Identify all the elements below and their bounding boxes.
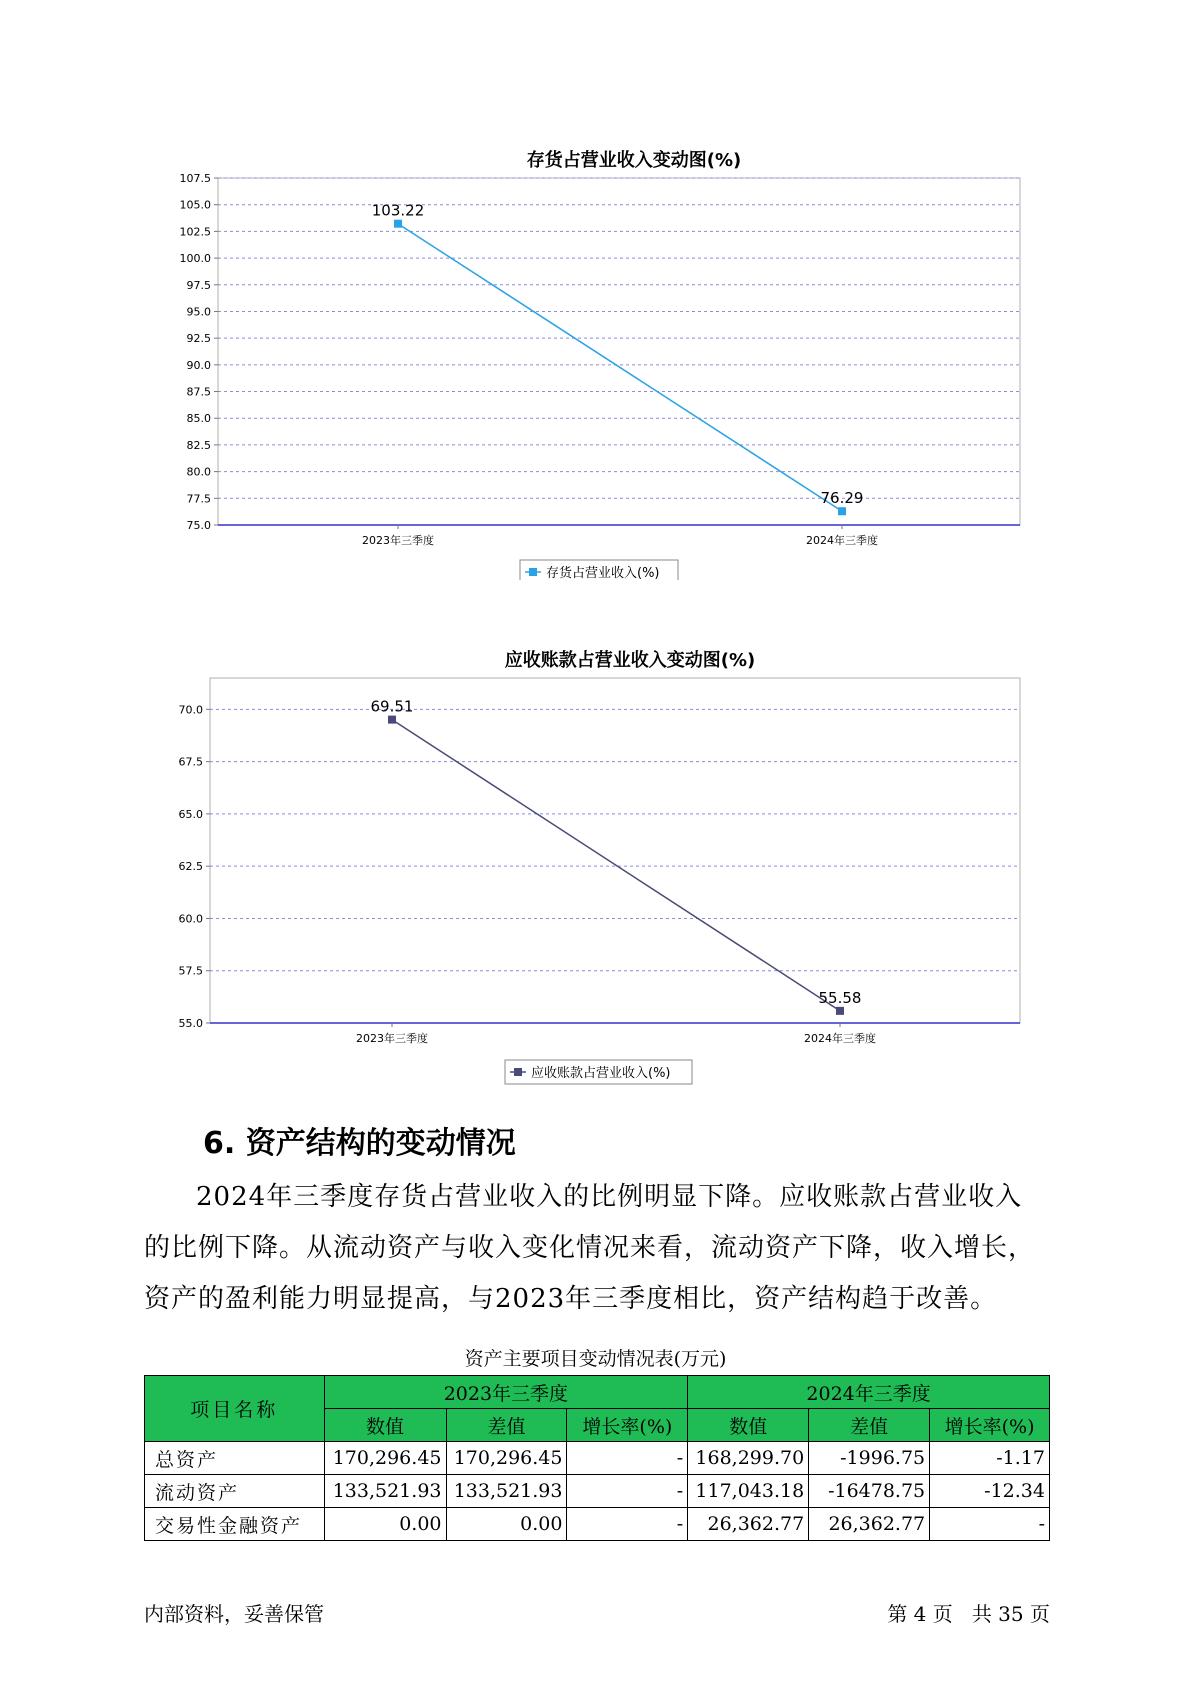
- cell: -: [930, 1508, 1050, 1541]
- x-tick-label: 2024年三季度: [806, 534, 878, 547]
- cell: 117,043.18: [688, 1475, 809, 1508]
- cell: 170,296.45: [446, 1442, 567, 1475]
- cell: -: [567, 1442, 688, 1475]
- cell: -: [567, 1475, 688, 1508]
- y-tick-label: 102.5: [179, 225, 211, 239]
- cell: -12.34: [930, 1475, 1050, 1508]
- subheader-value: 数值: [688, 1409, 809, 1442]
- cell: -: [567, 1508, 688, 1541]
- cell: 170,296.45: [324, 1442, 446, 1475]
- chart-title: 存货占营业收入变动图(%): [526, 150, 742, 171]
- legend-label: 存货占营业收入(%): [546, 566, 660, 580]
- table-header-row: [145, 1376, 1050, 1409]
- footer-confidential: 内部资料，妥善保管: [144, 1602, 324, 1626]
- paragraph-line: 的比例下降。从流动资产与收入变化情况来看，流动资产下降，收入增长，: [144, 1233, 1036, 1263]
- cell: 0.00: [446, 1508, 567, 1541]
- legend-label: 应收账款占营业收入(%): [531, 1066, 671, 1081]
- cell: 133,521.93: [324, 1475, 446, 1508]
- y-tick-label: 107.5: [179, 172, 211, 185]
- cell: 168,299.70: [688, 1442, 809, 1475]
- y-tick-label: 80.0: [186, 465, 211, 479]
- legend-marker: [514, 1068, 522, 1076]
- header-item-name: 项目名称: [145, 1376, 325, 1442]
- row-name: 总资产: [145, 1442, 325, 1475]
- x-tick-label: 2023年三季度: [356, 1032, 428, 1045]
- y-tick-label: 82.5: [186, 438, 211, 452]
- cell: 0.00: [324, 1508, 446, 1541]
- plot-area: [210, 678, 1020, 1023]
- y-tick-label: 95.0: [186, 305, 211, 319]
- subheader-growth-rate: 增长率(%): [567, 1409, 688, 1442]
- y-tick-label: 67.5: [178, 755, 203, 769]
- subheader-difference: 差值: [446, 1409, 567, 1442]
- data-point: [836, 1007, 844, 1015]
- footer-page-number: 第 4 页 共 35 页: [887, 1602, 1050, 1626]
- legend: [505, 1060, 692, 1084]
- subheader-growth-rate: 增长率(%): [930, 1409, 1050, 1442]
- y-tick-label: 97.5: [186, 278, 211, 292]
- y-tick-label: 87.5: [186, 385, 211, 399]
- cell: 26,362.77: [688, 1508, 809, 1541]
- paragraph-line: 2024年三季度存货占营业收入的比例明显下降。应收账款占营业收入: [196, 1182, 1023, 1212]
- row-name: 交易性金融资产: [145, 1508, 325, 1541]
- data-label: 69.51: [370, 697, 414, 716]
- chart-title: 应收账款占营业收入变动图(%): [504, 650, 756, 671]
- y-tick-label: 85.0: [186, 412, 211, 426]
- y-tick-label: 70.0: [178, 703, 203, 717]
- y-tick-label: 105.0: [179, 198, 211, 212]
- table-row: [145, 1475, 1050, 1508]
- header-period-2023: 2023年三季度: [324, 1376, 688, 1409]
- section-title: 6. 资产结构的变动情况: [203, 1126, 516, 1161]
- y-tick-label: 92.5: [186, 332, 211, 346]
- table-row: [145, 1442, 1050, 1475]
- x-tick-label: 2024年三季度: [804, 1032, 876, 1045]
- table-row: [145, 1508, 1050, 1541]
- y-tick-label: 100.0: [179, 252, 211, 266]
- y-tick-label: 77.5: [186, 492, 211, 506]
- row-name: 流动资产: [145, 1475, 325, 1508]
- header-period-2024: 2024年三季度: [688, 1376, 1050, 1409]
- cell: -1996.75: [809, 1442, 930, 1475]
- cell: 133,521.93: [446, 1475, 567, 1508]
- paragraph-line: 资产的盈利能力明显提高，与2023年三季度相比，资产结构趋于改善。: [144, 1284, 998, 1314]
- cell: 26,362.77: [809, 1508, 930, 1541]
- y-tick-label: 60.0: [178, 912, 203, 926]
- subheader-difference: 差值: [809, 1409, 930, 1442]
- y-tick-label: 62.5: [178, 860, 203, 874]
- data-label: 103.22: [371, 201, 425, 220]
- data-label: 76.29: [820, 489, 864, 508]
- data-label: 55.58: [818, 988, 862, 1007]
- subheader-value: 数值: [324, 1409, 446, 1442]
- cell: -1.17: [930, 1442, 1050, 1475]
- y-tick-label: 55.0: [178, 1017, 203, 1030]
- table-caption: 资产主要项目变动情况表(万元): [464, 1348, 727, 1370]
- data-point: [388, 716, 396, 724]
- cell: -16478.75: [809, 1475, 930, 1508]
- asset-change-table: [144, 1375, 1050, 1541]
- y-tick-label: 90.0: [186, 358, 211, 372]
- y-tick-label: 75.0: [186, 519, 211, 532]
- y-tick-label: 57.5: [178, 964, 203, 978]
- x-tick-label: 2023年三季度: [362, 534, 434, 547]
- y-tick-label: 65.0: [178, 807, 203, 821]
- section-paragraph: [144, 1172, 1048, 1325]
